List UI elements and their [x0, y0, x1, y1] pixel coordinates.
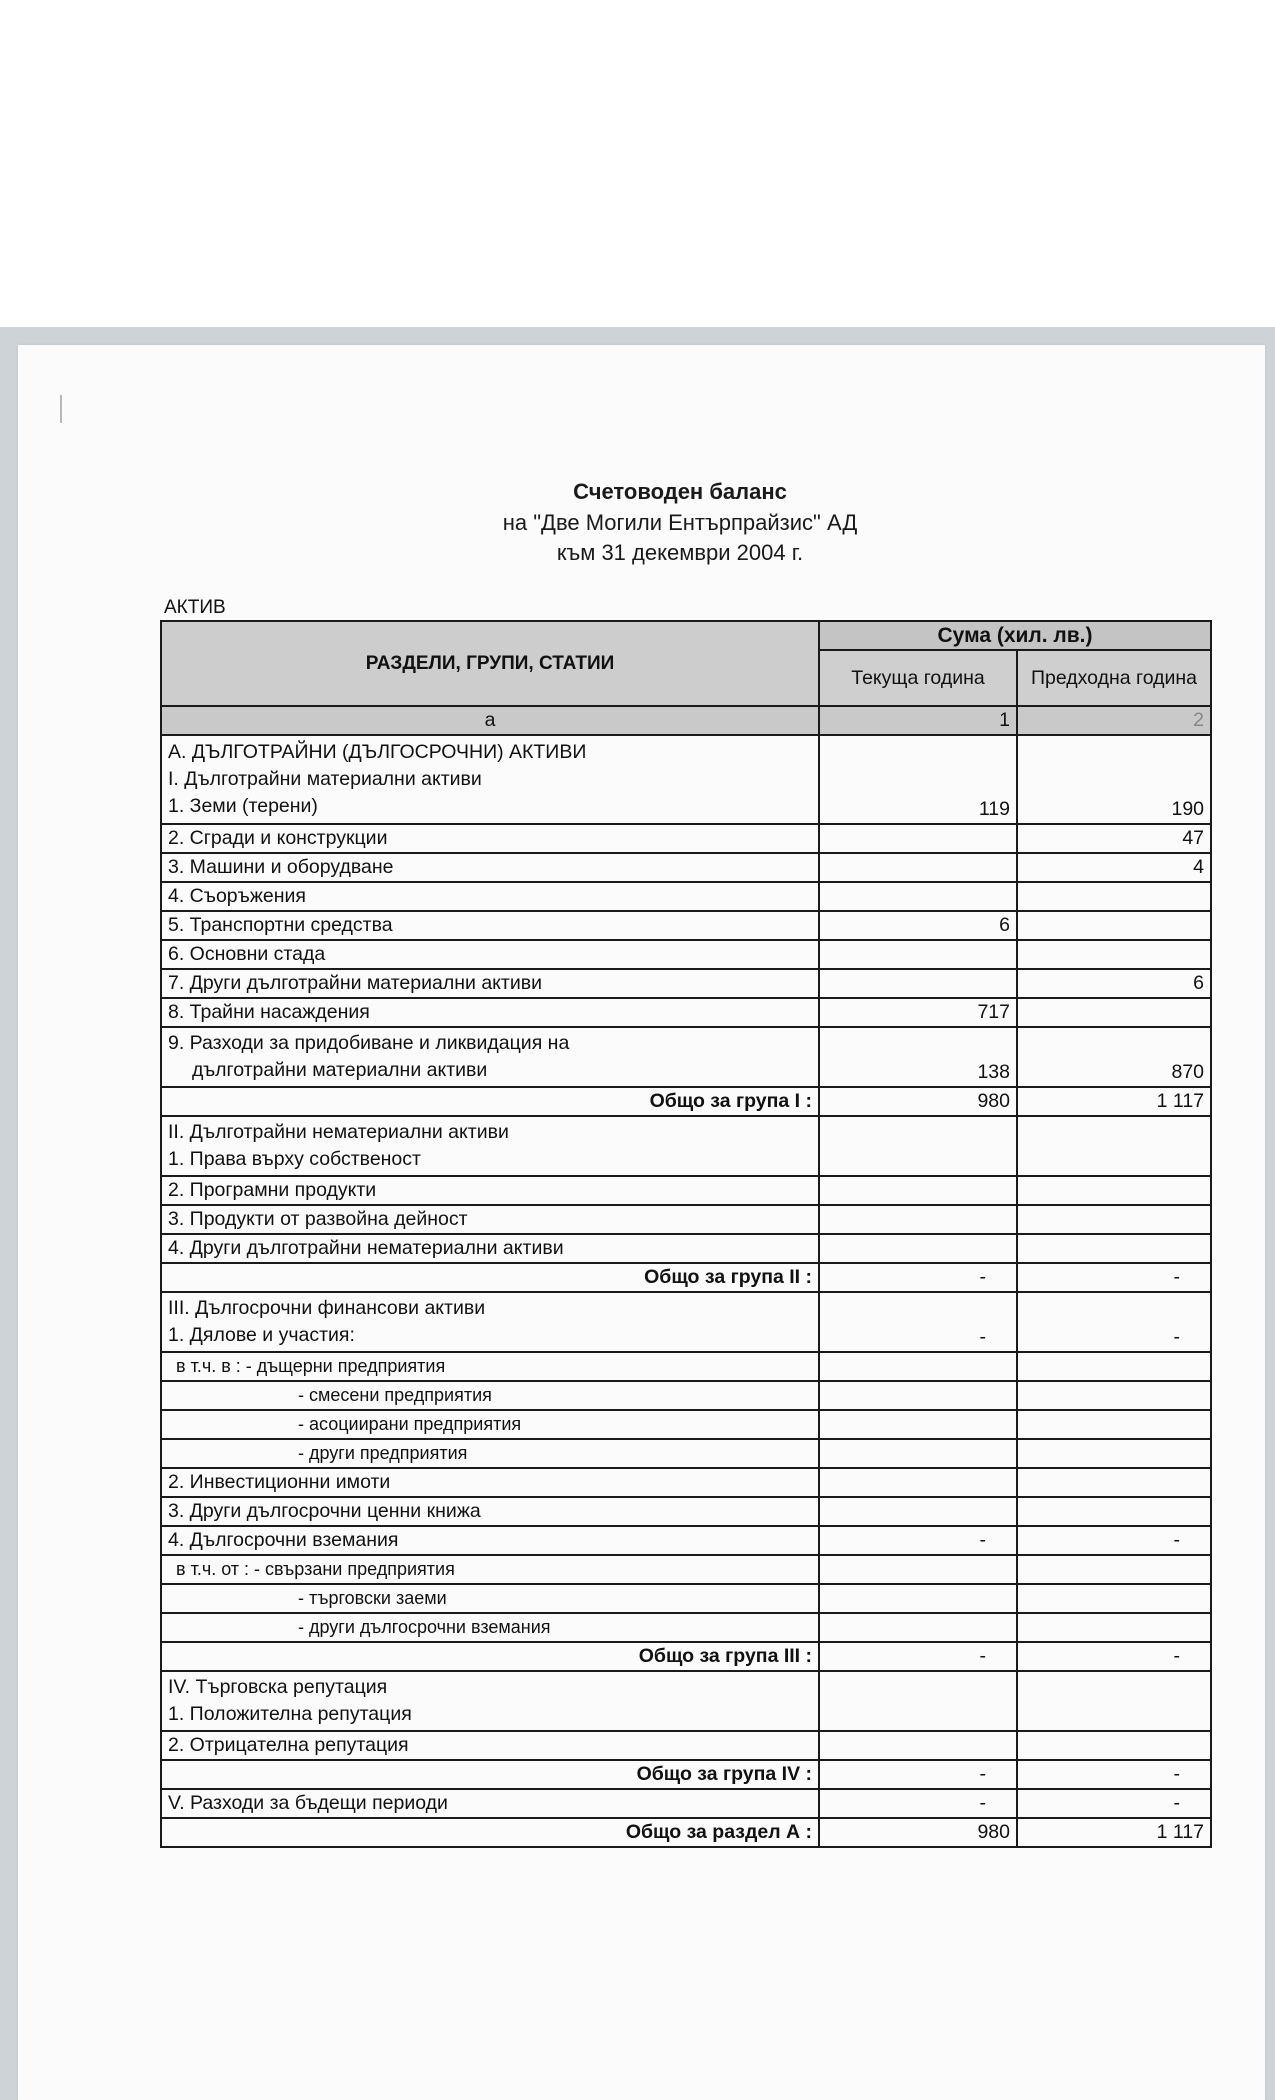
cell-current	[819, 1497, 1017, 1526]
row-label-block	[161, 1292, 819, 1352]
cell-previous: -	[1017, 1642, 1211, 1671]
cell-current	[819, 1381, 1017, 1410]
row-label: 3. Машини и оборудване	[161, 853, 819, 882]
row-label: - други предприятия	[161, 1439, 819, 1468]
cell-previous: -	[1017, 1263, 1211, 1292]
table-row	[161, 853, 1211, 882]
table-row	[161, 1292, 1211, 1352]
cell-current	[819, 882, 1017, 911]
index-1: 1	[819, 706, 1017, 735]
cell-previous	[1017, 1497, 1211, 1526]
row-label: 1. Права върху собственост	[168, 1148, 421, 1170]
cell-current	[819, 1410, 1017, 1439]
cell-previous: 1 117	[1017, 1087, 1211, 1116]
cell-previous: -	[1017, 1526, 1211, 1555]
table-row	[161, 1439, 1211, 1468]
total-row	[161, 1642, 1211, 1671]
cell-previous	[1017, 1410, 1211, 1439]
cell-previous	[1017, 1555, 1211, 1584]
cell-previous	[1017, 1731, 1211, 1760]
cell-current: 980	[819, 1818, 1017, 1847]
total-label: Общо за група ІІІ :	[161, 1642, 819, 1671]
row-label: V. Разходи за бъдещи периоди	[161, 1789, 819, 1818]
cell-current: -	[819, 1642, 1017, 1671]
row-label: 4. Други дълготрайни нематериални активи	[161, 1234, 819, 1263]
cell-previous	[1017, 1439, 1211, 1468]
cell-previous	[1017, 940, 1211, 969]
cell-current	[819, 1234, 1017, 1263]
table-row	[161, 1555, 1211, 1584]
row-label: 4. Съоръжения	[161, 882, 819, 911]
table-row	[161, 1526, 1211, 1555]
index-row	[161, 706, 1211, 735]
cell-previous	[1017, 1205, 1211, 1234]
cell-previous: 1 117	[1017, 1818, 1211, 1847]
total-row	[161, 1263, 1211, 1292]
row-label: 9. Разходи за придобиване и ликвидация на	[168, 1032, 570, 1054]
table-row	[161, 1584, 1211, 1613]
row-label-block	[161, 1027, 819, 1087]
cell-current	[819, 1671, 1017, 1731]
cell-current: 138	[819, 1027, 1017, 1087]
row-label: 3. Продукти от развойна дейност	[161, 1205, 819, 1234]
cell-previous	[1017, 1352, 1211, 1381]
cell-current	[819, 1352, 1017, 1381]
cell-previous	[1017, 911, 1211, 940]
total-row	[161, 1087, 1211, 1116]
group-i-title: І. Дълготрайни материални активи	[168, 768, 482, 790]
table-row	[161, 1613, 1211, 1642]
cell-current: -	[819, 1292, 1017, 1352]
row-label: в т.ч. от : - свързани предприятия	[161, 1555, 819, 1584]
cell-current	[819, 1584, 1017, 1613]
table-row	[161, 940, 1211, 969]
cell-previous: -	[1017, 1292, 1211, 1352]
row-label: 1. Положителна репутация	[168, 1703, 412, 1725]
row-label: 1. Дялове и участия:	[168, 1324, 355, 1346]
cell-current	[819, 1176, 1017, 1205]
table-row	[161, 1731, 1211, 1760]
row-label: 5. Транспортни средства	[161, 911, 819, 940]
row-label: 2. Отрицателна репутация	[161, 1731, 819, 1760]
row-label: - смесени предприятия	[161, 1381, 819, 1410]
row-label-block	[161, 735, 819, 824]
cell-previous	[1017, 1116, 1211, 1176]
table-row	[161, 1497, 1211, 1526]
table-row	[161, 1027, 1211, 1087]
cell-previous	[1017, 1671, 1211, 1731]
cell-previous: 6	[1017, 969, 1211, 998]
cell-current: -	[819, 1789, 1017, 1818]
total-label: Общо за група ІV :	[161, 1760, 819, 1789]
cell-previous	[1017, 882, 1211, 911]
table-row	[161, 1410, 1211, 1439]
cell-current: 119	[819, 735, 1017, 824]
cell-current	[819, 1555, 1017, 1584]
cell-previous	[1017, 1584, 1211, 1613]
table-row	[161, 1352, 1211, 1381]
row-label: в т.ч. в : - дъщерни предприятия	[161, 1352, 819, 1381]
scan-artifact-mark	[60, 395, 62, 423]
group-ii-title: ІІ. Дълготрайни нематериални активи	[168, 1121, 509, 1143]
table-row	[161, 735, 1211, 824]
cell-current	[819, 1468, 1017, 1497]
grand-total-row	[161, 1818, 1211, 1847]
header-col-previous: Предходна година	[1017, 650, 1211, 706]
cell-current: -	[819, 1526, 1017, 1555]
header-col-current: Текуща година	[819, 650, 1017, 706]
cell-current	[819, 1439, 1017, 1468]
cell-current: 717	[819, 998, 1017, 1027]
row-label-block	[161, 1116, 819, 1176]
section-a-title: А. ДЪЛГОТРАЙНИ (ДЪЛГОСРОЧНИ) АКТИВИ	[168, 741, 587, 763]
cell-current	[819, 853, 1017, 882]
total-row	[161, 1760, 1211, 1789]
table-row	[161, 998, 1211, 1027]
header-col-name: РАЗДЕЛИ, ГРУПИ, СТАТИИ	[161, 621, 819, 706]
cell-previous	[1017, 998, 1211, 1027]
cell-current	[819, 969, 1017, 998]
cell-current	[819, 1116, 1017, 1176]
cell-previous	[1017, 1468, 1211, 1497]
total-label: Общо за група І :	[161, 1087, 819, 1116]
row-label: 2. Програмни продукти	[161, 1176, 819, 1205]
group-iv-title: ІV. Търговска репутация	[168, 1676, 388, 1698]
balance-sheet-table	[160, 620, 1212, 1848]
table-row	[161, 882, 1211, 911]
total-label: Общо за група ІІ :	[161, 1263, 819, 1292]
cell-previous: 870	[1017, 1027, 1211, 1087]
table-row	[161, 1116, 1211, 1176]
cell-previous: 47	[1017, 824, 1211, 853]
table-row	[161, 1176, 1211, 1205]
table-row	[161, 1381, 1211, 1410]
header-col-sum: Сума (хил. лв.)	[819, 621, 1211, 650]
cell-previous: -	[1017, 1789, 1211, 1818]
table-row	[161, 969, 1211, 998]
cell-previous: -	[1017, 1760, 1211, 1789]
header-row-1	[161, 621, 1211, 650]
row-label: 2. Сгради и конструкции	[161, 824, 819, 853]
row-label: 6. Основни стада	[161, 940, 819, 969]
row-label: 8. Трайни насаждения	[161, 998, 819, 1027]
cell-current	[819, 1731, 1017, 1760]
table-row	[161, 1789, 1211, 1818]
cell-current	[819, 1613, 1017, 1642]
cell-current: 980	[819, 1087, 1017, 1116]
table-row	[161, 824, 1211, 853]
cell-current: -	[819, 1263, 1017, 1292]
cell-previous: 190	[1017, 735, 1211, 824]
cell-current	[819, 940, 1017, 969]
cell-current	[819, 1205, 1017, 1234]
date-line: към 31 декември 2004 г.	[556, 540, 804, 565]
cell-previous	[1017, 1176, 1211, 1205]
index-a: а	[161, 706, 819, 735]
row-label: 1. Земи (терени)	[168, 795, 318, 817]
cell-previous	[1017, 1234, 1211, 1263]
table-row	[161, 1234, 1211, 1263]
section-label: АКТИВ	[164, 597, 226, 618]
index-2: 2	[1017, 706, 1211, 735]
row-label: - търговски заеми	[161, 1584, 819, 1613]
table-row	[161, 1671, 1211, 1731]
document-heading	[360, 476, 1000, 568]
table-row	[161, 911, 1211, 940]
group-iii-title: ІІІ. Дългосрочни финансови активи	[168, 1297, 486, 1319]
document-title: Счетоводен баланс	[573, 479, 787, 504]
row-label: - други дългосрочни вземания	[161, 1613, 819, 1642]
row-label: 4. Дългосрочни вземания	[161, 1526, 819, 1555]
row-label: - асоциирани предприятия	[161, 1410, 819, 1439]
row-label-block	[161, 1671, 819, 1731]
cell-previous: 4	[1017, 853, 1211, 882]
company-line: на "Две Могили Ентърпрайзис" АД	[502, 510, 858, 535]
row-label: 2. Инвестиционни имоти	[161, 1468, 819, 1497]
cell-current	[819, 824, 1017, 853]
cell-current: -	[819, 1760, 1017, 1789]
row-label: 3. Други дългосрочни ценни книжа	[161, 1497, 819, 1526]
cell-current: 6	[819, 911, 1017, 940]
cell-previous	[1017, 1613, 1211, 1642]
row-label: 7. Други дълготрайни материални активи	[161, 969, 819, 998]
table-row	[161, 1468, 1211, 1497]
cell-previous	[1017, 1381, 1211, 1410]
table-row	[161, 1205, 1211, 1234]
grand-total-label: Общо за раздел А :	[161, 1818, 819, 1847]
row-label-cont: дълготрайни материални активи	[192, 1059, 488, 1081]
